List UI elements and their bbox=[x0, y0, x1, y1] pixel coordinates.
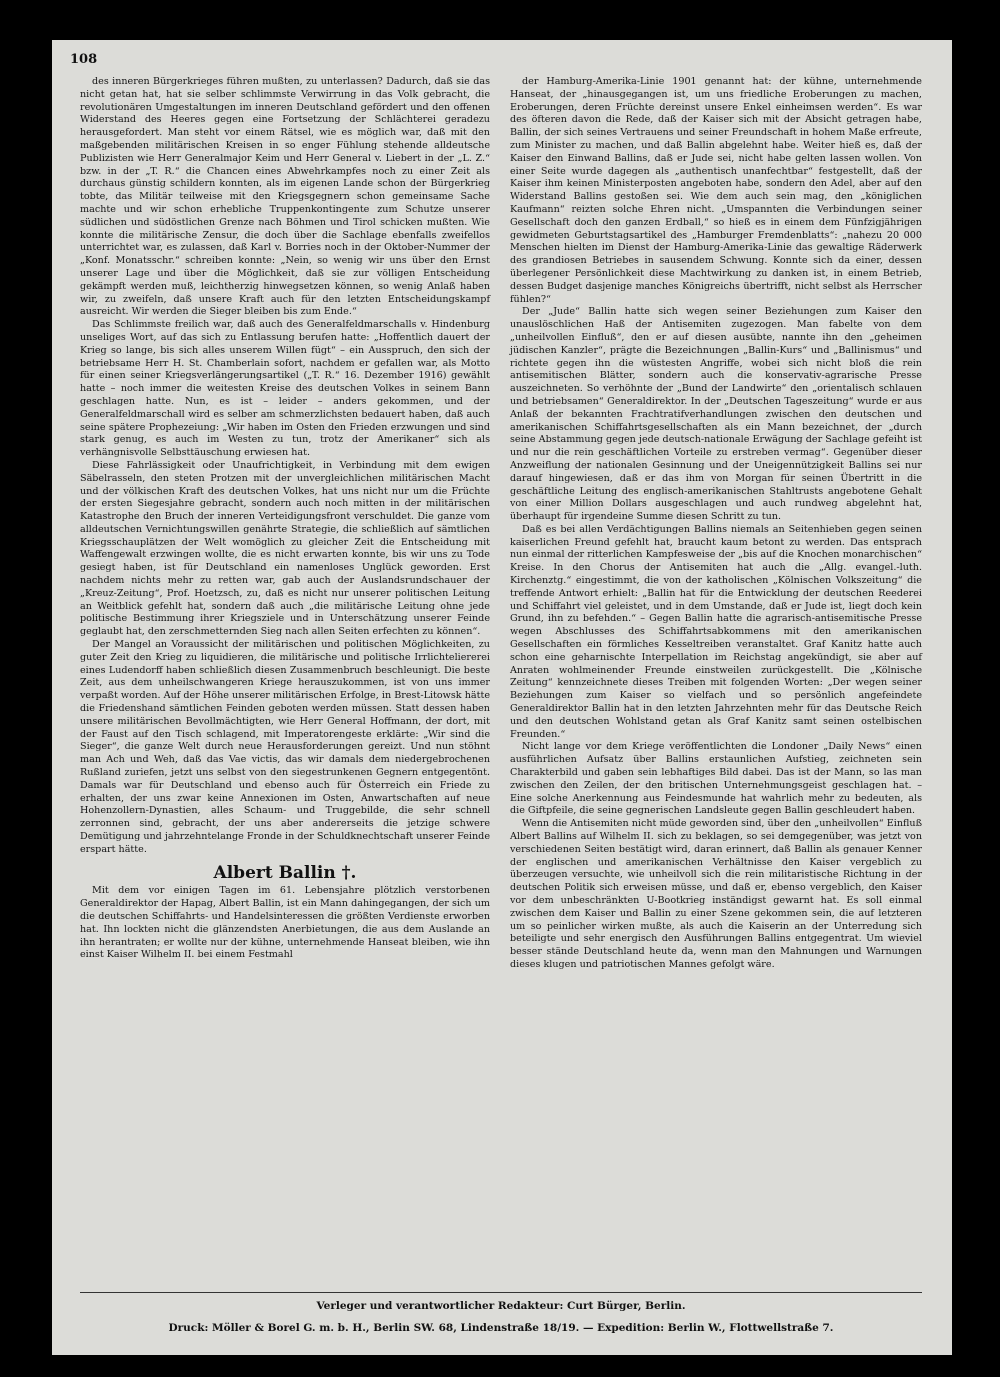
page-number: 108 bbox=[70, 52, 98, 67]
right-paragraph: Der „Jude“ Ballin hatte sich wegen seiner Beziehungen zum Kaiser den unauslöschlichen Haß der Antisemiten zugezogen. Man fabelte von dem „unheilvollen Einfluß“, den er auf diesen ausübte, nannte ihn den „geheimen jüdischen Kanzler“, prägte die Bezeichnungen „Ballin-Kurs“ und „Ballinismus“ und richtete gegen ihn die wüstesten Angriffe, wobei sich nicht bloß die rein antisemitischen Blätter, sondern auch die konservativ-agrarische Presse auszeichneten. So verhöhnte der „Bund der Landwirte“ den „orientalisch schlauen und betriebsamen“ Generaldirektor. In der „Deutschen Tageszeitung“ wurde er aus Anlaß der bekannten Frachtratifverhandlungen zwischen den deutschen und amerikanischen Schiffahrtsgesellschaften als ein Mann bezeichnet, der „durch seine Abstammung gegen jede deutsch-nationale Erwägung der Sachlage gefeiht ist und nur die rein geschäftlichen Vorteile zu erstreben vermag“. Gegenüber dieser Anzweiflung der nationalen Gesinnung und der Uneigennützigkeit Ballins sei nur darauf hingewiesen, daß er das ihm von Morgan für seinen Übertritt in die geschäftliche Leitung des englisch-amerikanischen Stahltrusts angebotene Gehalt von einer Million Dollars ausgeschlagen und auch rundweg abgelehnt hat, überhaupt für irgendeine Summe diesen Schritt zu tun. bbox=[510, 306, 922, 523]
right-paragraph: Nicht lange vor dem Kriege veröffentlichten die Londoner „Daily News“ einen ausführlichen Aufsatz über Ballins erstaunlichen Aufstieg, zeichneten sein Charakterbild und gaben sein lebhaftiges Bild dabei. Das ist der Mann, so las man zwischen den Zeilen, der den britischen Unternehmungsgeist geschlagen hat. – Eine solche Anerkennung aus Feindesmunde hat wahrlich mehr zu bedeuten, als die Giftpfeile, die seine gegnerischen Landsleute gegen Ballin geschleudert haben. bbox=[510, 741, 922, 817]
right-column bbox=[510, 76, 922, 972]
left-paragraph: Diese Fahrlässigkeit oder Unaufrichtigkeit, in Verbindung mit dem ewigen Säbelrasseln, den steten Protzen mit der unvergleichlichen militärischen Macht und der völkischen Kraft des deutschen Volkes, hat uns nicht nur um die Früchte der ersten Siegesjahre gebracht, sondern auch noch mitten in der militärischen Katastrophe den Bruch der inneren Verteidigungsfront verschuldet. Die ganze vom alldeutschen Vernichtungswillen genährte Strategie, die schließlich auf sämtlichen Kriegsschauplätzen der Welt womöglich zu gleicher Zeit die Entscheidung mit Waffengewalt erzwingen wollte, die es nicht erwarten konnte, bis wir uns zu Tode gesiegt haben, ist für Deutschland ein namenloses Unglück geworden. Erst nachdem nichts mehr zu retten war, gab auch der Auslandsrundschauer der „Kreuz-Zeitung“, Prof. Hoetzsch, zu, daß es nicht nur unserer politischen Leitung an Weitblick gefehlt hat, sondern daß auch „die militärische Leitung ohne jede politische Bestimmung ihrer Kriegsziele und in Unterschätzung unserer Feinde geglaubt hat, den zerschmetternden Sieg nach allen Seiten erfechten zu können“. bbox=[80, 459, 490, 638]
right-paragraph: Daß es bei allen Verdächtigungen Ballins niemals an Seitenhieben gegen seinen kaiserlichen Freund gefehlt hat, braucht kaum betont zu werden. Das entsprach nun einmal der ritterlichen Kampfesweise der „bis auf die Knochen monarchischen“ Kreise. In den Chorus der Antisemiten hat auch die „Allg. evangel.-luth. Kirchenztg.“ eingestimmt, die von der katholischen „Kölnischen Volkszeitung“ die treffende Antwort erhielt: „Ballin hat für die Entwicklung der deutschen Reederei und Schiffahrt viel geleistet, und in dem Umstande, daß er Jude ist, liegt doch kein Grund, ihn zu befehden.“ – Gegen Ballin hatte die agrarisch-antisemitische Presse wegen Abschlusses des Schiffahrtsabkommens mit den amerikanischen Gesellschaften ein förmliches Kesseltreiben veranstaltet. Graf Kanitz hatte auch schon eine geharnischte Interpellation im Reichstag angekündigt, sie aber auf Anraten wohlmeinender Freunde einstweilen zurückgestellt. Die „Kölnische Zeitung“ kennzeichnete dieses Treiben mit folgenden Worten: „Der wegen seiner Beziehungen zum Kaiser so vielfach und so persönlich angefeindete Generaldirektor Ballin hat in den letzten Jahrzehnten mehr für das Deutsche Reich und den deutschen Wohlstand getan als Graf Kanitz samt seinen ostelbischen Freunden.“ bbox=[510, 523, 922, 740]
printer-line: Druck: Möller & Borel G. m. b. H., Berlin SW. 68, Lindenstraße 18/19. — Expedition: Berlin W., Flottwellstraße 7. bbox=[168, 1322, 834, 1334]
left-paragraph: des inneren Bürgerkrieges führen mußten, zu unterlassen? Dadurch, daß sie das nicht getan hat, hat sie selber schlimmste Verwirrung in das Volk gebracht, die revolutionären Umgestaltungen im inneren Deutschland gefördert und den offenen Widerstand des Heeres gegen eine Fortsetzung der Schlächterei geradezu herausgefordert. Man steht vor einem Rätsel, wie es möglich war, daß mit den maßgebenden militärischen Kreisen in so enger Fühlung stehende alldeutsche Publizisten wie Herr Generalmajor Keim und Herr General v. Liebert in der „L. Z.“ bzw. in der „T. R.“ die Chancen eines Abwehrkampfes noch zu einer Zeit als durchaus günstig schildern konnten, als im eigenen Lande schon der Bürgerkrieg tobte, das Militär teilweise mit den Kriegsgegnern schon gemeinsame Sache machte und wir schon erhebliche Truppenkontingente zum Schutze unserer südlichen und südöstlichen Grenze nach Böhmen und Tirol schicken mußten. Wie konnte die militärische Zensur, die doch über die Sachlage ebenfalls zweifellos unterrichtet war, es zulassen, daß Karl v. Borries noch in der Oktober-Nummer der „Konf. Monatsschr.“ schreiben konnte: „Nein, so wenig wir uns über den Ernst unserer Lage und über die Möglichkeit, daß sie zur völligen Entscheidung gekämpft werden muß, leichtherzig hinwegsetzen können, so wenig Anlaß haben wir, zu zweifeln, daß unsere Kraft auch für den letzten Entscheidungskampf ausreicht. Wir werden die Sieger bleiben bis zum Ende.“ bbox=[80, 76, 490, 318]
right-paragraph: der Hamburg-Amerika-Linie 1901 genannt hat: der kühne, unternehmende Hanseat, der „hinausgegangen ist, um uns friedliche Eroberungen zu machen, Eroberungen, deren Früchte dereinst unsere Enkel einheimsen werden“. Es war des öfteren davon die Rede, daß der Kaiser sich mit der Absicht getragen habe, Ballin, der sich seines Vertrauens und seiner Freundschaft in hohem Maße erfreute, zum Minister zu machen, und daß Ballin abgelehnt habe. Weiter hieß es, daß der Kaiser den Einwand Ballins, daß er Jude sei, nicht habe gelten lassen wollen. Von einer Seite wurde dagegen als „authentisch unanfechtbar“ festgestellt, daß der Kaiser ihm keinen Ministerposten angeboten habe, sondern den Adel, aber auf den Widerstand Ballins gestoßen sei. Wie dem auch sein mag, den „königlichen Kaufmann“ reizten solche Ehren nicht. „Umspannten die Verbindungen seiner Gesellschaft doch den ganzen Erdball,“ so hieß es in einem dem Fünfzigjährigen gewidmeten Geburtstagsartikel des „Hamburger Fremdenblatts“: „nahezu 20 000 Menschen hielten im Dienst der Hamburg-Amerika-Linie das gewaltige Räderwerk des grandiosen Betriebes in sausendem Schwung. Konnte sich da einer, dessen überlegener Persönlichkeit diese Machtwirkung zu danken ist, in einem Betrieb, dessen Budget dasjenige manches Königreichs übertrifft, nicht selbst als Herrscher fühlen?“ bbox=[510, 76, 922, 305]
footer-divider bbox=[80, 1292, 922, 1293]
left-paragraph: Der Mangel an Voraussicht der militärischen und politischen Möglichkeiten, zu guter Zeit den Krieg zu liquidieren, die militärische und politische Irrlichteliererei eines Ludendorff haben schließlich diesen Zusammenbruch beschleunigt. Die beste Zeit, aus dem unheilschwangeren Kriege herauszukommen, ist von uns immer verpaßt worden. Auf der Höhe unserer militärischen Erfolge, in Brest-Litowsk hätte die Friedenshand sämtlichen Feinden geboten werden müssen. Statt dessen haben unsere militärischen Bevollmächtigten, wie Herr General Hoffmann, der dort, mit der Faust auf den Tisch schlagend, mit Imperatorengeste erklärte: „Wir sind die Sieger“, die ganze Welt durch neue Herausforderungen gereizt. Und nun stöhnt man Ach und Weh, daß das Vae victis, das wir damals dem niedergebrochenen Rußland zuriefen, jetzt uns selbst von den siegestrunkenen Gegnern entgegentönt. Damals war für Deutschland und ebenso auch für Österreich ein Friede zu erhalten, der uns zwar keine Annexionen im Osten, Anwartschaften auf neue Hohenzollern-Dynastien, alles Schaum- und Truggebilde, die sehr schnell zerronnen sind, gebracht, der uns aber andererseits die jetzige schwere Demütigung und jahrzehntelange Fronde in der Schuldknechtschaft unserer Feinde erspart hätte. bbox=[80, 639, 490, 855]
article-heading: Albert Ballin †. bbox=[213, 862, 357, 883]
left-paragraph: Mit dem vor einigen Tagen im 61. Lebensjahre plötzlich verstorbenen Generaldirektor der Hapag, Albert Ballin, ist ein Mann dahingegangen, der sich um die deutschen Schiffahrts- und Handelsinteressen die größten Verdienste erworben hat. Ihn lockten nicht die glänzendsten Anerbietungen, die aus dem Auslande an ihn herantraten; er wollte nur der kühne, unternehmende Hanseat bleiben, wie ihn einst Kaiser Wilhelm II. bei einem Festmahl bbox=[80, 885, 490, 961]
left-column bbox=[80, 76, 490, 962]
left-paragraph: Das Schlimmste freilich war, daß auch des Generalfeldmarschalls v. Hindenburg unseliges Wort, auf das sich zu Entlassung berufen hatte: „Hoffentlich dauert der Krieg so lange, bis sich alles unserem Willen fügt“ – ein Ausspruch, den sich der betriebsame Herr H. St. Chamberlain sofort, nachdem er gefallen war, als Motto für einen seiner Kriegsverlängerungsartikel („T. R.“ 16. Dezember 1916) gewählt hatte – noch immer die weitesten Kreise des deutschen Volkes in seinem Bann geschlagen hatte. Nun, es ist – leider – anders gekommen, und der Generalfeldmarschall wird es selber am schmerzlichsten bedauert haben, daß auch seine spätere Prophezeiung: „Wir haben im Osten den Frieden erzwungen und sind stark genug, es auch im Westen zu tun, trotz der Amerikaner“ sich als verhängnisvolle Selbsttäuschung erwiesen hat. bbox=[80, 319, 490, 459]
publisher-line: Verleger und verantwortlicher Redakteur: Curt Bürger, Berlin. bbox=[316, 1300, 686, 1312]
right-paragraph: Wenn die Antisemiten nicht müde geworden sind, über den „unheilvollen“ Einfluß Albert Ballins auf Wilhelm II. sich zu beklagen, so sei demgegenüber, was jetzt von verschiedenen Seiten bestätigt wird, daran erinnert, daß Ballin als genauer Kenner der englischen und amerikanischen Verhältnisse den Kaiser vergeblich zu überzeugen versuchte, wie unheilvoll sich die rein militaristische Richtung in der deutschen Politik sich erweisen müsse, und daß er, ebenso vergeblich, den Kaiser vor dem unbeschränkten U-Bootkrieg inständigst gewarnt hat. Es soll einmal zwischen dem Kaiser und Ballin zu einer Szene gekommen sein, die auf letzteren um so peinlicher wirken mußte, als auch die Kaiserin an der Unterredung sich beteiligte und sehr energisch den Ausführungen Ballins entgegentrat. Um wieviel besser stände Deutschland heute da, wenn man den Mahnungen und Warnungen dieses klugen und patriotischen Mannes gefolgt wäre. bbox=[510, 818, 922, 970]
